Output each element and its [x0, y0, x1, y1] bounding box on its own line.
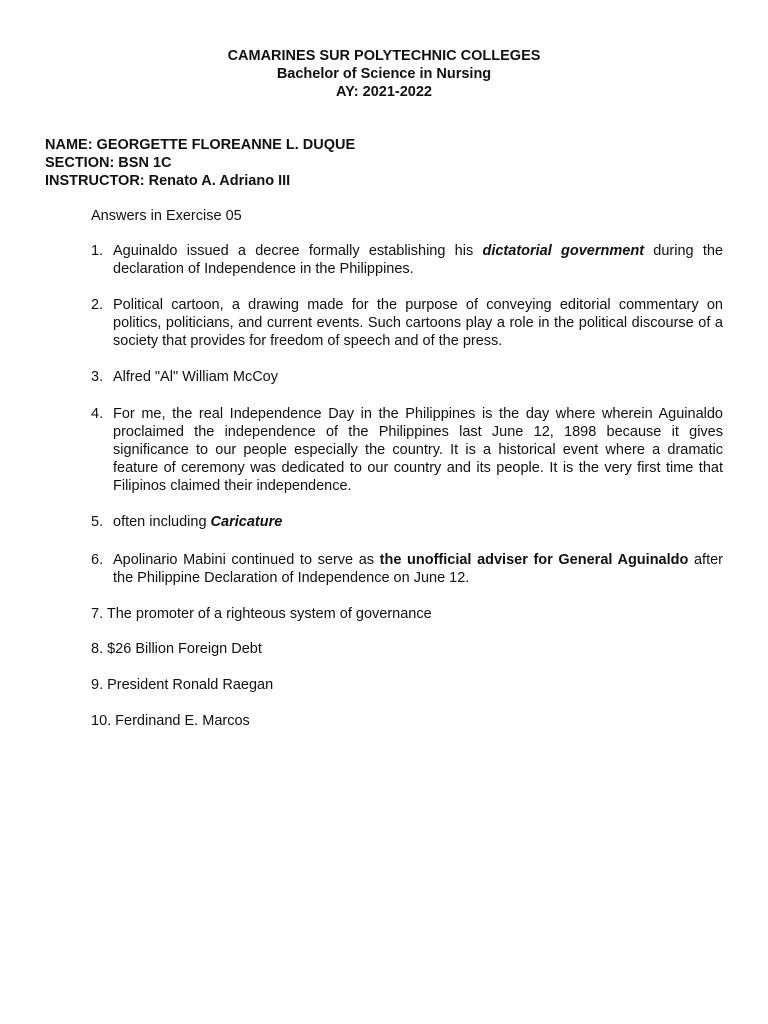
answers-intro: Answers in Exercise 05: [91, 208, 242, 224]
answer-text-pre: often including: [113, 514, 211, 530]
answer-text: [113, 513, 723, 531]
answer-item-10: 10. Ferdinand E. Marcos: [91, 713, 250, 729]
answer-text-post: after the Philippine Declaration of Independence on June 12.: [113, 552, 724, 586]
answer-text-pre: Apolinario Mabini continued to serve as: [113, 552, 380, 568]
answer-item-8: 8. $26 Billion Foreign Debt: [91, 641, 262, 657]
answer-text-post: during the declaration of Independence in the Philippines.: [113, 243, 724, 277]
answer-text: Alfred "Al" William McCoy: [113, 369, 278, 385]
answer-item-5: [91, 513, 723, 531]
answer-item-7: 7. The promoter of a righteous system of governance: [91, 606, 432, 622]
answer-number: 5.: [91, 514, 104, 530]
institution-name: CAMARINES SUR POLYTECHNIC COLLEGES: [227, 48, 541, 64]
academic-year: AY: 2021-2022: [336, 84, 432, 100]
instructor-name: INSTRUCTOR: Renato A. Adriano III: [45, 173, 291, 189]
answer-emphasis: dictatorial government: [482, 243, 645, 259]
answer-text: For me, the real Independence Day in the Philippines is the day where wherein Aguinaldo proclaimed the independence of the Philippines last June 12, 1898 because it gives significance to our people especially the country. It is a historical event where a dramatic feature of ceremony was dedicated to our country and its people. It is the very first time that Filipinos claimed their independence.: [113, 406, 723, 494]
answer-number: 1.: [91, 243, 104, 259]
answer-item-3: [91, 368, 723, 386]
answer-number: 3.: [91, 369, 104, 385]
answer-item-4: [91, 405, 723, 495]
answer-text: [113, 242, 723, 278]
answer-item-2: [91, 296, 723, 350]
program-name: Bachelor of Science in Nursing: [276, 66, 492, 82]
answer-number: 6.: [91, 552, 104, 568]
student-info: [45, 136, 355, 190]
answer-number: 4.: [91, 406, 104, 422]
answer-text: Political cartoon, a drawing made for the purpose of conveying editorial commentary on politics, politicians, and current events. Such cartoons play a role in the political discourse of a society that provides for freedom of speech and of the press.: [113, 297, 723, 349]
answer-number: 2.: [91, 297, 104, 313]
answer-emphasis: the unofficial adviser for General Aguinaldo: [379, 552, 689, 568]
answer-text: [113, 551, 723, 587]
answer-item-9: 9. President Ronald Raegan: [91, 677, 274, 693]
answer-text-pre: Aguinaldo issued a decree formally establishing his: [113, 243, 483, 259]
document-header: [0, 47, 768, 101]
student-name: NAME: GEORGETTE FLOREANNE L. DUQUE: [45, 137, 356, 153]
student-section: SECTION: BSN 1C: [45, 155, 172, 171]
answer-item-6: [91, 551, 723, 587]
answer-emphasis: Caricature: [210, 514, 283, 530]
answer-item-1: [91, 242, 723, 278]
